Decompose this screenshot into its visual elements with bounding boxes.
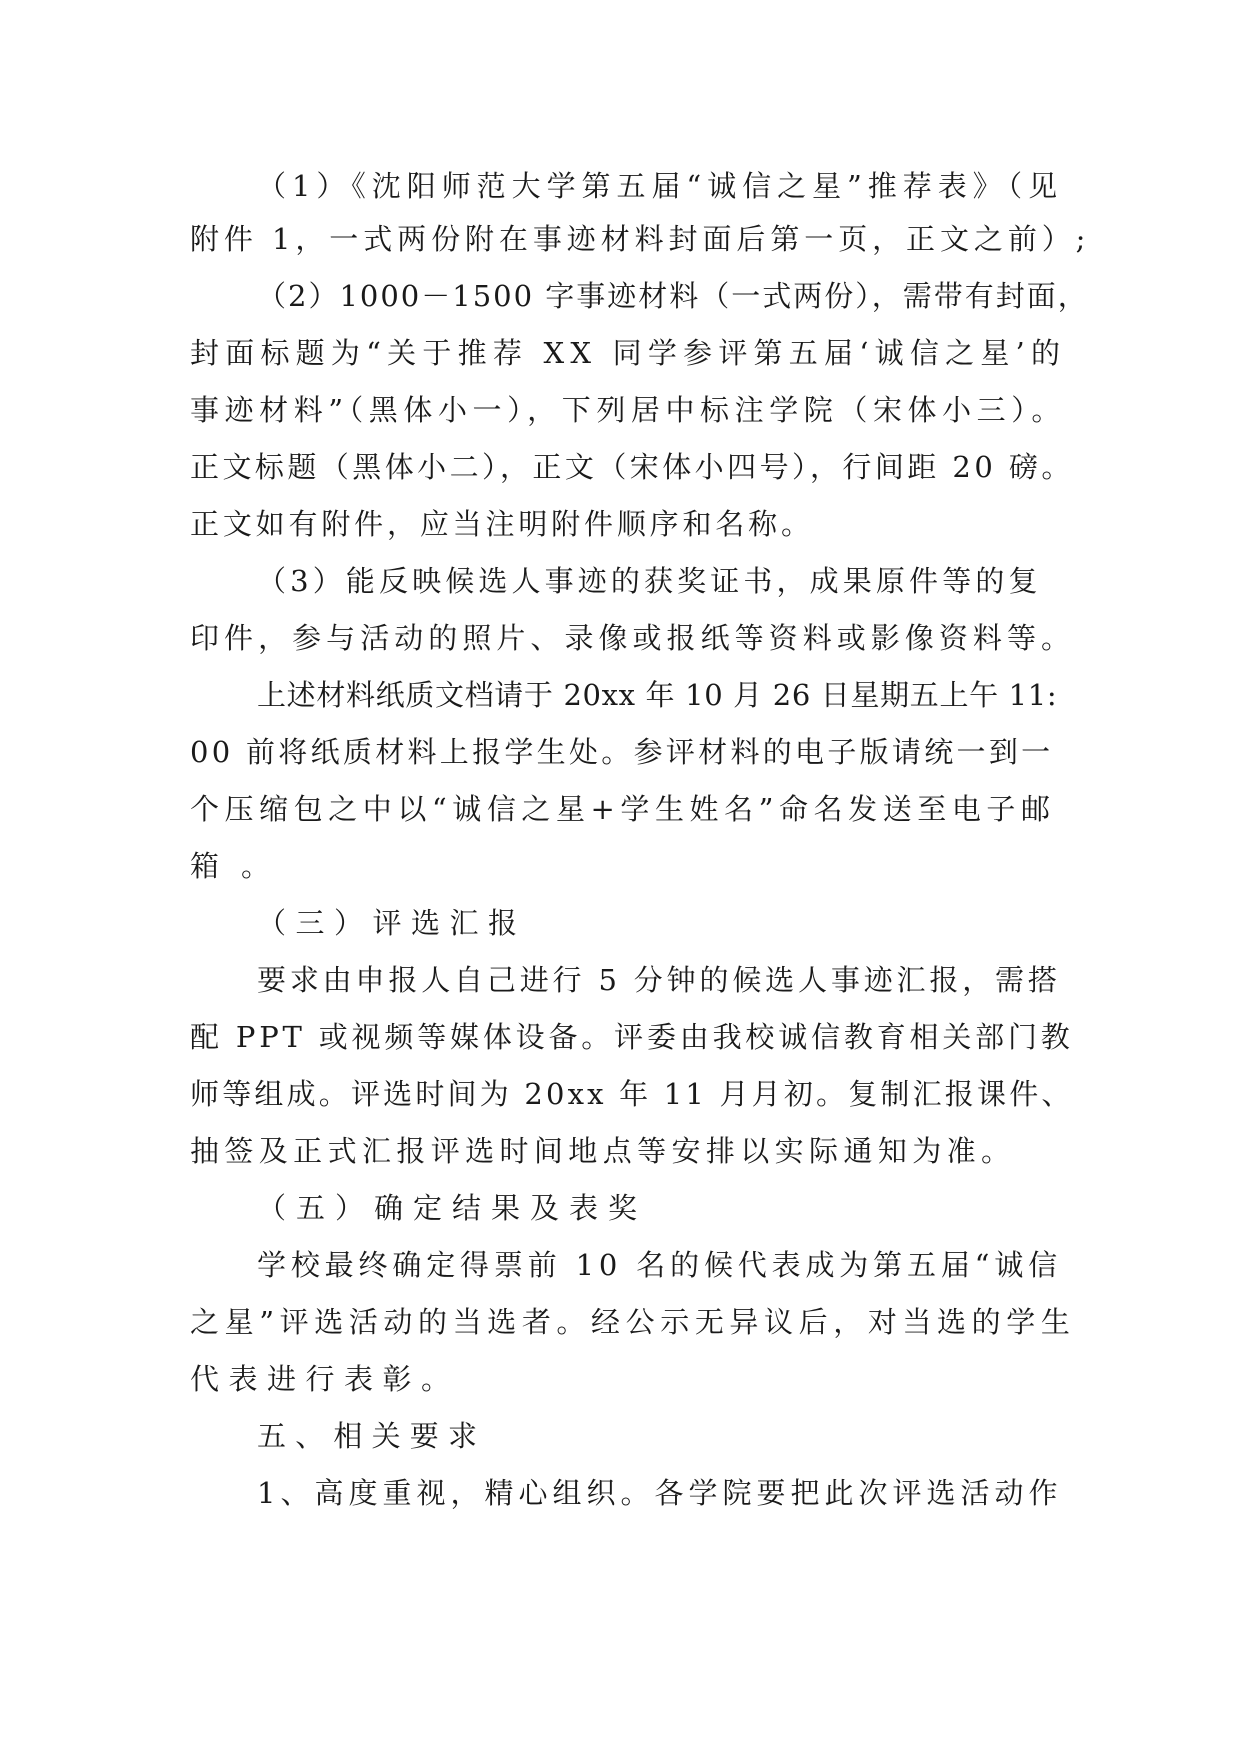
paragraph-line: 代表进行表彰。 [190, 1362, 460, 1396]
paragraph-line: 师等组成。评选时间为 20xx 年 11 月月初。复制汇报课件、 [190, 1077, 1074, 1111]
paragraph-line: 学校最终确定得票前 10 名的候代表成为第五届“诚信 [257, 1248, 1063, 1282]
paragraph-line: （1）《沈阳师范大学第五届“诚信之星”推荐表》（见 [257, 169, 1064, 203]
paragraph-line: 封面标题为“关于推荐 XX 同学参评第五届‘诚信之星’的 [190, 336, 1067, 370]
paragraph-line: 要求由申报人自己进行 5 分钟的候选人事迹汇报，需搭 [257, 963, 1061, 997]
paragraph-line: 个压缩包之中以“诚信之星+学生姓名”命名发送至电子邮 [190, 792, 1056, 826]
paragraph-line: 配 PPT 或视频等媒体设备。评委由我校诚信教育相关部门教 [190, 1020, 1074, 1054]
paragraph-line: 之星”评选活动的当选者。经公示无异议后，对当选的学生 [190, 1305, 1076, 1339]
paragraph-line: 抽签及正式汇报评选时间地点等安排以实际通知为准。 [190, 1134, 1016, 1168]
paragraph-line: 上述材料纸质文档请于 20xx 年 10 月 26 日星期五上午 11: [257, 678, 1058, 712]
paragraph-line: 00 前将纸质材料上报学生处。参评材料的电子版请统一到一 [190, 735, 1054, 769]
paragraph-line: 印件，参与活动的照片、录像或报纸等资料或影像资料等。 [190, 621, 1076, 655]
paragraph-line: （2）1000－1500 字事迹材料（一式两份），需带有封面， [257, 279, 1089, 313]
paragraph-line: 附件 1，一式两份附在事迹材料封面后第一页，正文之前）; [190, 222, 1091, 256]
paragraph-line: （3）能反映候选人事迹的获奖证书，成果原件等的复 [257, 564, 1042, 598]
paragraph-line: 1、高度重视，精心组织。各学院要把此次评选活动作 [257, 1476, 1063, 1510]
paragraph-line: 正文如有附件，应当注明附件顺序和名称。 [190, 507, 814, 541]
paragraph-line: 正文标题（黑体小二），正文（宋体小四号），行间距 20 磅。 [190, 450, 1074, 484]
paragraph-line: 箱。 [190, 849, 293, 883]
section-heading: （三）评选汇报 [257, 906, 527, 940]
paragraph-line: 事迹材料”（黑体小一），下列居中标注学院（宋体小三）。 [190, 393, 1066, 427]
section-heading: 五、相关要求 [257, 1419, 487, 1453]
section-heading: （五）确定结果及表奖 [257, 1191, 648, 1225]
